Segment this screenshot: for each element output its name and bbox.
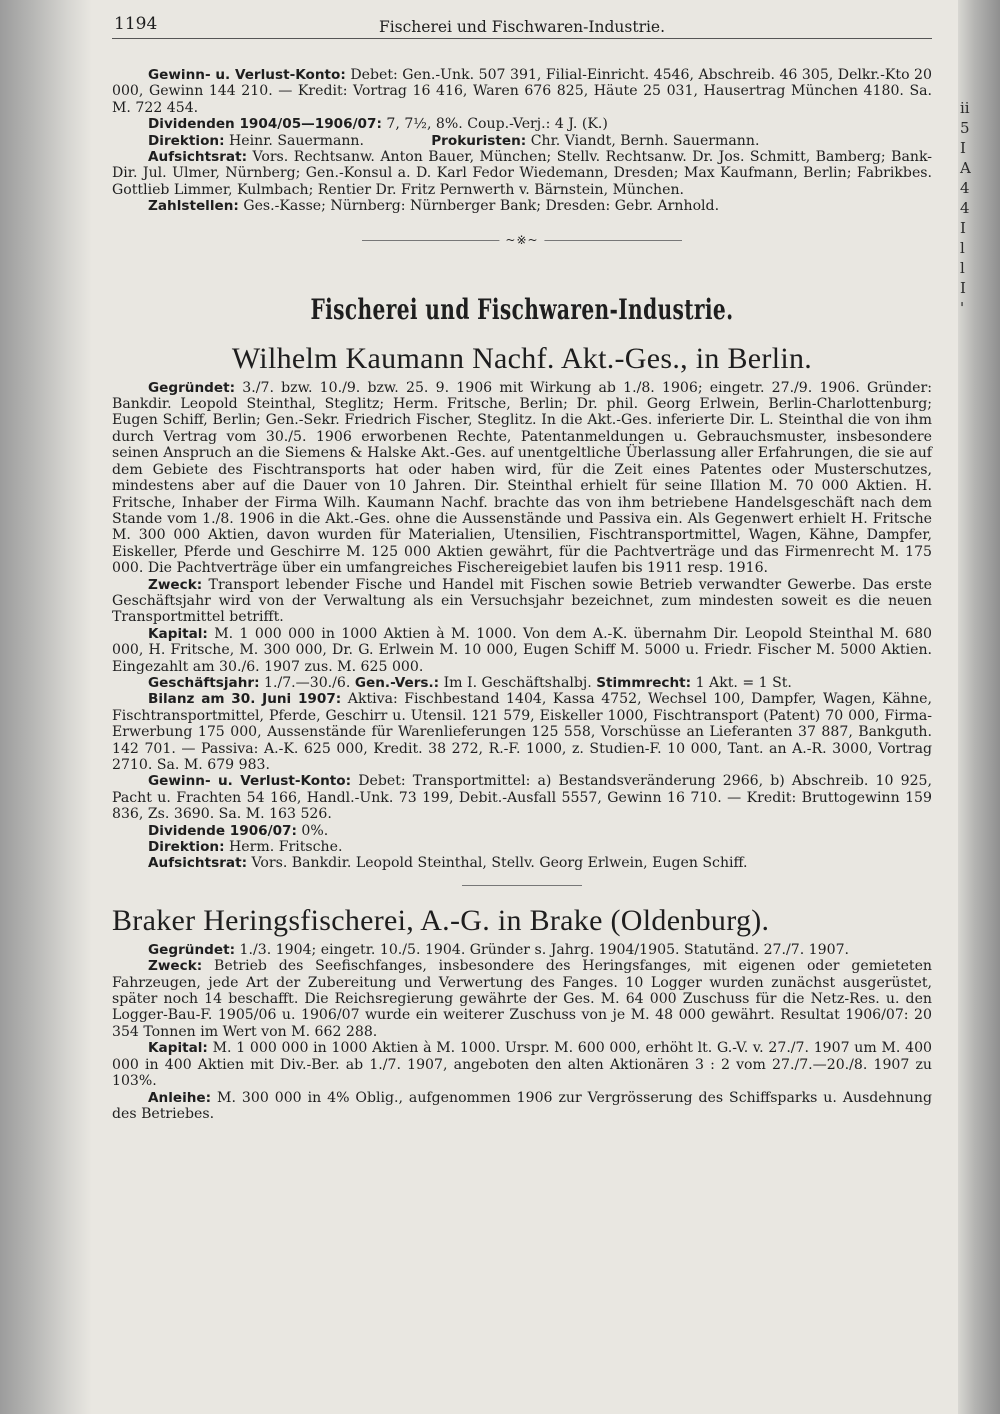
capital xyxy=(112,1040,932,1089)
field-key: Aufsichtsrat: xyxy=(148,149,247,166)
field-key: Dividende 1906/07: xyxy=(148,822,297,839)
field-key: Zweck: xyxy=(148,576,203,593)
field-key: Dividenden 1904/05—1906/07: xyxy=(148,116,382,133)
purpose xyxy=(112,577,932,626)
capital xyxy=(112,626,932,675)
field-value: Ges.-Kasse; Nürnberg: Nürnberger Bank; Dresden: Gebr. Arnhold. xyxy=(243,198,720,215)
field-key: Gen.-Vers.: xyxy=(354,674,440,691)
field-key: Zweck: xyxy=(148,958,203,975)
management xyxy=(112,133,932,149)
field-key: Direktion: xyxy=(148,839,225,856)
supervisory-board xyxy=(112,149,932,198)
field-value: Vors. Bankdir. Leopold Steinthal, Stellv. Georg Erlwein, Eugen Schiff. xyxy=(251,855,748,872)
field-value: Transport lebender Fische und Handel mit Fischen sowie Betrieb verwandter Gewerbe. Das erste Geschäftsjahr wird von der Verwaltung als ein Versuchsjahr bezeichnet, zum mindesten soweit es die neuen Transportmittel betrifft. xyxy=(112,576,932,626)
company-title-kaumann: Wilhelm Kaumann Nachf. Akt.-Ges., in Berlin. xyxy=(231,341,813,375)
field-key: Kapital: xyxy=(148,625,208,642)
field-value: 1./3. 1904; eingetr. 10./5. 1904. Gründer s. Jahrg. 1904/1905. Statutänd. 27./7. 1907. xyxy=(239,941,850,958)
founded xyxy=(112,942,932,958)
field-key: Gegründet: xyxy=(148,379,236,396)
field-value: 3./7. bzw. 10./9. bzw. 25. 9. 1906 mit Wirkung ab 1./8. 1906; eingetr. 27./9. 1906. Gründer: Bankdir. Leopold Steinthal, Steglitz; Herm. Fritsche, Berlin; Dr. phil. Georg Erlwein, Berlin-Charlottenburg; Eugen Schiff, Berlin; Gen.-Sekr. Friedrich Fischer, Steglitz. In die Akt.-Ges. inferierte Dir. L. Steinthal die von ihm durch Vertrag vom 30./5. 1906 erworbenen Rechte, Patentanmeldungen u. Gebrauchsmuster, insbesondere seinen Anspruch an die Siemens & Halske Akt.-Ges. auf unentgeltliche Überlassung aller Erfahrungen, die sie auf dem Gebiete des Fischtransports hat oder haben wird, für die Zeit eines Patentes oder Musterschutzes, mindestens aber auf die Dauer von 10 Jahren. Dir. Steinthal erhielt für seine Illation M. 70 000 Aktien. H. Fritsche, Inhaber der Firma Wilh. Kaumann Nachf. brachte das von ihm betriebene Handelsgeschäft nach dem Stande vom 1./8. 1906 in die Akt.-Ges. ohne die Aussenstände und Passiva ein. Als Gegenwert erhielt H. Fritsche M. 300 000 Aktien, davon wurden für Materialien, Utensilien, Fischtransportmittel, Wagen, Kähne, Dampfer, Eiskeller, Pferde und Geschirre M. 125 000 Aktien gewährt, für die Pachtverträge und das Firmenrecht M. 175 000. Die Pachtverträge über ein umfangreiches Fischereigebiet laufen bis 1911 resp. 1916. xyxy=(112,379,932,577)
page-number: 1194 xyxy=(114,14,158,34)
profit-loss-account xyxy=(112,67,932,116)
kaumann-entry xyxy=(112,380,932,872)
edge-mark: I xyxy=(960,279,966,297)
field-value: Betrieb des Seefischfanges, insbesondere des Heringsfanges, mit eigenen oder gemieteten Fahrzeugen, jede Art der Zubereitung und Verwertung des Fanges. 10 Logger wurden zunächst ausgerüstet, später noch 14 beschafft. Die Reichsregierung gewährte der Ges. M. 64 000 Zuschuss für die Netz-Res. u. den Logger-Bau-F. 1905/06 u. 1906/07 wurde ein weiterer Zuschuss von je M. 48 000 gewährt. Resultat 1906/07: 20 354 Tonnen im Wert von M. 662 288. xyxy=(112,958,932,1040)
running-title: Fischerei und Fischwaren-Industrie. xyxy=(378,18,666,36)
edge-mark: ii xyxy=(960,99,970,117)
founded xyxy=(112,380,932,577)
management xyxy=(112,839,932,855)
field-value: Heinr. Sauermann. xyxy=(229,132,364,149)
field-value: 1./7.—30./6. xyxy=(264,674,351,691)
field-value: Chr. Viandt, Bernh. Sauermann. xyxy=(530,132,760,149)
edge-mark: A xyxy=(960,159,971,177)
field-key: Bilanz am 30. Juni 1907: xyxy=(148,691,342,708)
purpose xyxy=(112,958,932,1040)
field-value: M. 1 000 000 in 1000 Aktien à M. 1000. Von dem A.-K. übernahm Dir. Leopold Steinthal M. 680 000, H. Fritsche, M. 300 000, Dr. G. Erlwein M. 10 000, Eugen Schiff M. 5000 u. Friedr. Fischer M. 5000 Aktien. Eingezahlt am 30./6. 1907 zus. M. 625 000. xyxy=(112,625,933,675)
dividends xyxy=(112,116,932,132)
edge-mark: l xyxy=(960,239,965,257)
field-value: M. 300 000 in 4% Oblig., aufgenommen 1906 zur Vergrösserung des Schiffsparks u. Ausdehnung des Betriebes. xyxy=(112,1089,932,1122)
edge-mark: 5 xyxy=(960,119,970,137)
previous-company-entry xyxy=(112,67,932,215)
braker-entry xyxy=(112,942,932,1122)
edge-mark: I xyxy=(960,219,966,237)
field-key: Zahlstellen: xyxy=(148,198,239,215)
document-page xyxy=(112,10,932,1410)
field-value: 1 Akt. = 1 St. xyxy=(695,674,792,691)
field-value: Debet: Transportmittel: a) Bestandsveränderung 2966, b) Abschreib. 10 925, Pacht u. Frachten 54 166, Handl.-Unk. 73 199, Debit.-Ausfall 5557, Gewinn 16 710. — Kredit: Bruttogewinn 159 836, Zs. 3690. Sa. M. 163 526. xyxy=(112,773,932,823)
section-title: Fischerei und Fischwaren-Industrie. xyxy=(310,292,734,326)
edge-mark: ' xyxy=(960,299,965,317)
ornament-divider xyxy=(362,233,682,247)
field-key: Direktion: xyxy=(148,132,225,149)
entry-divider xyxy=(462,885,582,886)
edge-mark: l xyxy=(960,259,965,277)
profit-loss-account xyxy=(112,773,932,822)
field-key: Gegründet: xyxy=(148,941,236,958)
field-key: Aufsichtsrat: xyxy=(148,855,247,872)
supervisory-board xyxy=(112,855,932,871)
edge-mark: 4 xyxy=(960,179,970,197)
balance-sheet xyxy=(112,691,932,773)
field-value: Aktiva: Fischbestand 1404, Kassa 4752, Wechsel 100, Dampfer, Wagen, Kähne, Fischtransportmittel, Pferde, Geschirr u. Utensil. 121 579, Eiskeller 1000, Fischtransport (Patent) 70 000, Firma-Erwerbung 175 000, Aussenstände für Warenlieferungen 125 558, Vorschüsse an Lieferanten 37 887, Bankguth. 142 701. — Passiva: A.-K. 625 000, Kredit. 38 272, R.-F. 1000, z. Studien-F. 10 000, Tant. an A.-R. 3000, Vortrag 2710. Sa. M. 679 983. xyxy=(112,691,932,773)
edge-mark: 4 xyxy=(960,199,970,217)
ornament-glyph: ~※~ xyxy=(499,233,544,247)
left-page-shadow xyxy=(0,0,92,1414)
field-value: Im I. Geschäftshalbj. xyxy=(443,674,592,691)
field-value: Vors. Rechtsanw. Anton Bauer, München; Stellv. Rechtsanw. Dr. Jos. Schmitt, Bamberg; Bank-Dir. Jul. Ulmer, Nürnberg; Gen.-Konsul a. D. Karl Fedor Wiedemann, Dresden; Max Kaufmann, Berlin; Fabrikbes. Gottlieb Limmer, Kulmbach; Rentier Dr. Fritz Pernwerth v. Bärnstein, München. xyxy=(112,149,932,198)
page-header xyxy=(112,10,932,39)
field-value: 7, 7½, 8%. Coup.-Verj.: 4 J. (K.) xyxy=(386,116,608,133)
field-key: Stimmrecht: xyxy=(596,674,692,691)
adjacent-page-edge-marks xyxy=(960,100,986,320)
edge-mark: I xyxy=(960,139,966,157)
field-key: Anleihe: xyxy=(148,1089,212,1106)
field-value: Herm. Fritsche. xyxy=(229,839,343,856)
bond xyxy=(112,1090,932,1123)
company-title-braker: Braker Heringsfischerei, A.-G. in Brake (Oldenburg). xyxy=(112,903,770,937)
field-key: Gewinn- u. Verlust-Konto: xyxy=(148,773,352,790)
field-key: Kapital: xyxy=(148,1040,208,1057)
field-value: Debet: Gen.-Unk. 507 391, Filial-Einricht. 4546, Abschreib. 46 305, Delkr.-Kto 20 000, Gewinn 144 210. — Kredit: Vortrag 16 416, Waren 676 825, Häute 25 031, Hausertrag München 4180. Sa. M. 722 454. xyxy=(112,67,932,116)
business-year xyxy=(112,675,932,691)
paying-agents xyxy=(112,198,932,214)
field-key: Prokuristen: xyxy=(431,132,527,149)
field-value: M. 1 000 000 in 1000 Aktien à M. 1000. Urspr. M. 600 000, erhöht lt. G.-V. v. 27./7. 1907 um M. 400 000 in 400 Aktien mit Div.-Ber. ab 1./7. 1907, angeboten den alten Aktionären 3 : 2 vom 27./7.—20./8. 1907 zu 103%. xyxy=(112,1040,932,1090)
field-value: 0%. xyxy=(301,822,329,839)
dividend xyxy=(112,823,932,839)
field-key: Geschäftsjahr: xyxy=(148,674,260,691)
field-key: Gewinn- u. Verlust-Konto: xyxy=(148,67,346,83)
